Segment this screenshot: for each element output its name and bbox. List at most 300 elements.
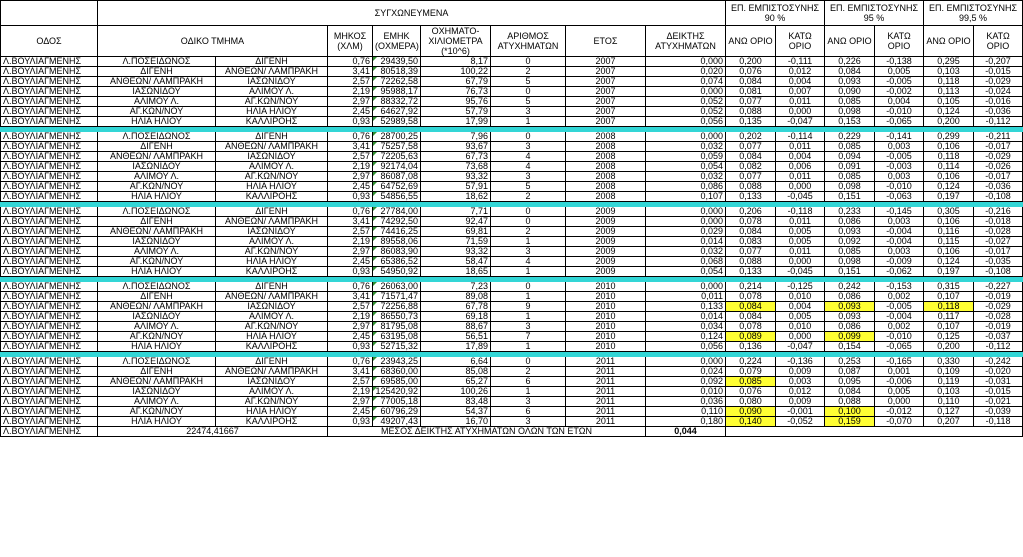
cell-year[interactable]: 2010 — [566, 282, 646, 292]
cell-road[interactable]: Λ.ΒΟΥΛΙΑΓΜΕΝΗΣ — [1, 367, 98, 377]
cell-segment-from[interactable]: ΑΝΘΕΩΝ/ ΛΑΜΠΡΑΚΗ — [98, 302, 216, 312]
cell-ci90-lower[interactable]: 0,011 — [776, 247, 825, 257]
cell-rate[interactable]: 0,054 — [646, 162, 726, 172]
cell-year[interactable]: 2010 — [566, 312, 646, 322]
cell-ci995-lower[interactable]: -0,112 — [974, 342, 1023, 352]
cell-year[interactable]: 2010 — [566, 292, 646, 302]
cell-year[interactable]: 2009 — [566, 237, 646, 247]
cell-ci995-lower[interactable]: -0,017 — [974, 172, 1023, 182]
cell-segment-to[interactable]: ΑΛΙΜΟΥ Λ. — [216, 87, 328, 97]
cell-accidents[interactable]: 3 — [491, 417, 566, 427]
cell-ci995-upper[interactable]: 0,125 — [924, 332, 974, 342]
cell-length[interactable]: 2,45 — [328, 407, 373, 417]
cell-ci95-upper[interactable]: 0,086 — [825, 292, 875, 302]
cell-rate[interactable]: 0,020 — [646, 67, 726, 77]
cell-ci95-upper[interactable]: 0,085 — [825, 97, 875, 107]
cell-accidents[interactable]: 1 — [491, 267, 566, 277]
cell-ci95-upper[interactable]: 0,085 — [825, 247, 875, 257]
cell-ci95-upper[interactable]: 0,098 — [825, 182, 875, 192]
cell-ci95-lower[interactable]: -0,002 — [875, 87, 924, 97]
cell-aadt[interactable]: 64752,69 — [373, 182, 421, 192]
cell-year[interactable]: 2009 — [566, 217, 646, 227]
cell-segment-from[interactable]: ΔΙΓΕΝΗ — [98, 217, 216, 227]
cell-segment-from[interactable]: ΑΛΙΜΟΥ Λ. — [98, 97, 216, 107]
cell-veh-km[interactable]: 17,89 — [421, 342, 491, 352]
cell-segment-to[interactable]: ΚΑΛΛΙΡΟΗΣ — [216, 192, 328, 202]
cell-ci995-lower[interactable]: -0,027 — [974, 237, 1023, 247]
cell-ci90-lower[interactable]: 0,006 — [776, 162, 825, 172]
cell-ci95-lower[interactable]: -0,009 — [875, 257, 924, 267]
cell-ci95-lower[interactable]: -0,005 — [875, 77, 924, 87]
cell-ci95-upper[interactable]: 0,099 — [825, 332, 875, 342]
cell-ci95-upper[interactable]: 0,094 — [825, 152, 875, 162]
cell-length[interactable]: 2,97 — [328, 397, 373, 407]
cell-road[interactable]: Λ.ΒΟΥΛΙΑΓΜΕΝΗΣ — [1, 237, 98, 247]
cell-ci90-lower[interactable]: -0,001 — [776, 407, 825, 417]
cell-year[interactable]: 2011 — [566, 377, 646, 387]
cell-segment-from[interactable]: Λ.ΠΟΣΕΙΔΩΝΟΣ — [98, 207, 216, 217]
cell-segment-to[interactable]: ΑΓ.ΚΩΝ/ΝΟΥ — [216, 172, 328, 182]
cell-segment-to[interactable]: ΔΙΓΕΝΗ — [216, 207, 328, 217]
cell-length[interactable]: 0,93 — [328, 192, 373, 202]
cell-segment-from[interactable]: ΑΓ.ΚΩΝ/ΝΟΥ — [98, 107, 216, 117]
cell-ci995-upper[interactable]: 0,103 — [924, 67, 974, 77]
cell-aadt[interactable]: 27784,00 — [373, 207, 421, 217]
cell-ci995-lower[interactable]: -0,036 — [974, 107, 1023, 117]
cell-ci95-upper[interactable]: 0,092 — [825, 237, 875, 247]
cell-ci995-lower[interactable]: -0,024 — [974, 87, 1023, 97]
cell-ci995-lower[interactable]: -0,039 — [974, 407, 1023, 417]
cell-ci995-upper[interactable]: 0,106 — [924, 142, 974, 152]
cell-veh-km[interactable]: 69,81 — [421, 227, 491, 237]
cell-length[interactable]: 3,41 — [328, 367, 373, 377]
cell-segment-to[interactable]: ΔΙΓΕΝΗ — [216, 132, 328, 142]
cell-ci95-lower[interactable]: -0,005 — [875, 152, 924, 162]
cell-ci90-upper[interactable]: 0,136 — [726, 342, 776, 352]
cell-aadt[interactable]: 60796,29 — [373, 407, 421, 417]
cell-segment-to[interactable]: ΑΝΘΕΩΝ/ ΛΑΜΠΡΑΚΗ — [216, 292, 328, 302]
cell-length[interactable]: 0,76 — [328, 207, 373, 217]
cell-rate[interactable]: 0,000 — [646, 357, 726, 367]
cell-road[interactable]: Λ.ΒΟΥΛΙΑΓΜΕΝΗΣ — [1, 192, 98, 202]
cell-length[interactable]: 2,45 — [328, 257, 373, 267]
cell-ci995-upper[interactable]: 0,113 — [924, 87, 974, 97]
cell-ci90-upper[interactable]: 0,135 — [726, 117, 776, 127]
cell-ci90-lower[interactable]: 0,000 — [776, 332, 825, 342]
cell-ci90-lower[interactable]: 0,004 — [776, 77, 825, 87]
cell-aadt[interactable]: 80518,39 — [373, 67, 421, 77]
cell-segment-to[interactable]: ΙΑΣΩΝΙΔΟΥ — [216, 77, 328, 87]
cell-aadt[interactable]: 63195,08 — [373, 332, 421, 342]
cell-ci95-lower[interactable]: -0,165 — [875, 357, 924, 367]
cell-segment-to[interactable]: ΑΛΙΜΟΥ Λ. — [216, 237, 328, 247]
cell-rate[interactable]: 0,000 — [646, 282, 726, 292]
cell-ci90-upper[interactable]: 0,214 — [726, 282, 776, 292]
cell-aadt[interactable]: 74416,25 — [373, 227, 421, 237]
cell-ci90-lower[interactable]: 0,012 — [776, 67, 825, 77]
cell-veh-km[interactable]: 93,32 — [421, 172, 491, 182]
cell-road[interactable]: Λ.ΒΟΥΛΙΑΓΜΕΝΗΣ — [1, 162, 98, 172]
cell-veh-km[interactable]: 8,17 — [421, 57, 491, 67]
cell-ci95-upper[interactable]: 0,253 — [825, 357, 875, 367]
cell-segment-from[interactable]: ΗΛΙΑ ΗΛΙΟΥ — [98, 417, 216, 427]
cell-accidents[interactable]: 1 — [491, 292, 566, 302]
cell-segment-from[interactable]: ΗΛΙΑ ΗΛΙΟΥ — [98, 192, 216, 202]
cell-ci90-lower[interactable]: 0,010 — [776, 292, 825, 302]
cell-aadt[interactable]: 77005,18 — [373, 397, 421, 407]
cell-segment-from[interactable]: ΗΛΙΑ ΗΛΙΟΥ — [98, 267, 216, 277]
cell-ci90-lower[interactable]: 0,009 — [776, 367, 825, 377]
cell-ci90-lower[interactable]: -0,045 — [776, 267, 825, 277]
cell-ci90-lower[interactable]: 0,003 — [776, 377, 825, 387]
cell-rate[interactable]: 0,110 — [646, 407, 726, 417]
cell-ci995-upper[interactable]: 0,110 — [924, 397, 974, 407]
cell-segment-from[interactable]: ΑΛΙΜΟΥ Λ. — [98, 172, 216, 182]
cell-ci90-lower[interactable]: -0,052 — [776, 417, 825, 427]
cell-year[interactable]: 2008 — [566, 152, 646, 162]
cell-ci995-upper[interactable]: 0,124 — [924, 182, 974, 192]
cell-accidents[interactable]: 0 — [491, 57, 566, 67]
cell-aadt[interactable]: 86087,08 — [373, 172, 421, 182]
cell-year[interactable]: 2011 — [566, 357, 646, 367]
cell-ci995-lower[interactable]: -0,028 — [974, 312, 1023, 322]
cell-veh-km[interactable]: 93,32 — [421, 247, 491, 257]
cell-ci995-lower[interactable]: -0,017 — [974, 247, 1023, 257]
cell-segment-to[interactable]: ΚΑΛΛΙΡΟΗΣ — [216, 117, 328, 127]
cell-length[interactable]: 2,19 — [328, 387, 373, 397]
cell-ci995-lower[interactable]: -0,015 — [974, 67, 1023, 77]
cell-road[interactable]: Λ.ΒΟΥΛΙΑΓΜΕΝΗΣ — [1, 77, 98, 87]
cell-aadt[interactable]: 26063,00 — [373, 282, 421, 292]
cell-ci95-lower[interactable]: -0,003 — [875, 162, 924, 172]
cell-ci90-upper[interactable]: 0,133 — [726, 192, 776, 202]
cell-ci995-upper[interactable]: 0,107 — [924, 322, 974, 332]
cell-ci90-lower[interactable]: 0,009 — [776, 397, 825, 407]
cell-length[interactable]: 3,41 — [328, 217, 373, 227]
cell-rate[interactable]: 0,056 — [646, 342, 726, 352]
cell-ci995-lower[interactable]: -0,227 — [974, 282, 1023, 292]
cell-ci995-upper[interactable]: 0,127 — [924, 407, 974, 417]
cell-ci90-lower[interactable]: 0,012 — [776, 387, 825, 397]
cell-segment-from[interactable]: ΑΓ.ΚΩΝ/ΝΟΥ — [98, 182, 216, 192]
cell-segment-to[interactable]: ΗΛΙΑ ΗΛΙΟΥ — [216, 332, 328, 342]
cell-aadt[interactable]: 29439,50 — [373, 57, 421, 67]
cell-aadt[interactable]: 71571,47 — [373, 292, 421, 302]
cell-year[interactable]: 2008 — [566, 182, 646, 192]
cell-segment-from[interactable]: ΔΙΓΕΝΗ — [98, 367, 216, 377]
cell-length[interactable]: 3,41 — [328, 292, 373, 302]
cell-road[interactable]: Λ.ΒΟΥΛΙΑΓΜΕΝΗΣ — [1, 282, 98, 292]
cell-ci995-upper[interactable]: 0,118 — [924, 302, 974, 312]
cell-ci995-upper[interactable]: 0,295 — [924, 57, 974, 67]
cell-accidents[interactable]: 4 — [491, 152, 566, 162]
cell-accidents[interactable]: 0 — [491, 132, 566, 142]
cell-veh-km[interactable]: 88,67 — [421, 322, 491, 332]
cell-ci995-upper[interactable]: 0,197 — [924, 267, 974, 277]
cell-aadt[interactable]: 88332,72 — [373, 97, 421, 107]
cell-segment-from[interactable]: ΗΛΙΑ ΗΛΙΟΥ — [98, 342, 216, 352]
cell-segment-from[interactable]: ΑΓ.ΚΩΝ/ΝΟΥ — [98, 257, 216, 267]
cell-rate[interactable]: 0,059 — [646, 152, 726, 162]
cell-length[interactable]: 0,93 — [328, 117, 373, 127]
cell-ci95-lower[interactable]: 0,002 — [875, 292, 924, 302]
cell-rate[interactable]: 0,034 — [646, 322, 726, 332]
cell-length[interactable]: 2,45 — [328, 107, 373, 117]
cell-accidents[interactable]: 1 — [491, 117, 566, 127]
cell-ci995-upper[interactable]: 0,106 — [924, 172, 974, 182]
cell-road[interactable]: Λ.ΒΟΥΛΙΑΓΜΕΝΗΣ — [1, 57, 98, 67]
cell-year[interactable]: 2008 — [566, 132, 646, 142]
cell-ci95-upper[interactable]: 0,093 — [825, 227, 875, 237]
cell-segment-to[interactable]: ΑΓ.ΚΩΝ/ΝΟΥ — [216, 247, 328, 257]
cell-year[interactable]: 2010 — [566, 322, 646, 332]
cell-road[interactable]: Λ.ΒΟΥΛΙΑΓΜΕΝΗΣ — [1, 357, 98, 367]
cell-veh-km[interactable]: 18,62 — [421, 192, 491, 202]
cell-year[interactable]: 2007 — [566, 107, 646, 117]
cell-road[interactable]: Λ.ΒΟΥΛΙΑΓΜΕΝΗΣ — [1, 322, 98, 332]
cell-segment-to[interactable]: ΑΝΘΕΩΝ/ ΛΑΜΠΡΑΚΗ — [216, 142, 328, 152]
cell-ci95-upper[interactable]: 0,088 — [825, 397, 875, 407]
cell-rate[interactable]: 0,000 — [646, 132, 726, 142]
cell-year[interactable]: 2009 — [566, 257, 646, 267]
cell-accidents[interactable]: 3 — [491, 142, 566, 152]
cell-ci95-lower[interactable]: -0,010 — [875, 332, 924, 342]
cell-accidents[interactable]: 3 — [491, 107, 566, 117]
cell-road[interactable]: Λ.ΒΟΥΛΙΑΓΜΕΝΗΣ — [1, 312, 98, 322]
cell-veh-km[interactable]: 100,26 — [421, 387, 491, 397]
cell-rate[interactable]: 0,000 — [646, 217, 726, 227]
cell-length[interactable]: 2,57 — [328, 377, 373, 387]
cell-ci995-lower[interactable]: -0,036 — [974, 182, 1023, 192]
cell-ci95-lower[interactable]: 0,005 — [875, 67, 924, 77]
cell-ci90-upper[interactable]: 0,088 — [726, 182, 776, 192]
cell-ci995-lower[interactable]: -0,017 — [974, 142, 1023, 152]
cell-segment-to[interactable]: ΙΑΣΩΝΙΔΟΥ — [216, 302, 328, 312]
cell-rate[interactable]: 0,024 — [646, 367, 726, 377]
cell-veh-km[interactable]: 69,18 — [421, 312, 491, 322]
cell-segment-from[interactable]: ΑΛΙΜΟΥ Λ. — [98, 247, 216, 257]
cell-aadt[interactable]: 86083,90 — [373, 247, 421, 257]
cell-ci95-upper[interactable]: 0,100 — [825, 407, 875, 417]
cell-accidents[interactable]: 1 — [491, 312, 566, 322]
cell-accidents[interactable]: 2 — [491, 367, 566, 377]
cell-ci995-upper[interactable]: 0,107 — [924, 292, 974, 302]
cell-aadt[interactable]: 81795,08 — [373, 322, 421, 332]
cell-aadt[interactable]: 54950,92 — [373, 267, 421, 277]
cell-aadt[interactable]: 69585,00 — [373, 377, 421, 387]
cell-ci95-upper[interactable]: 0,093 — [825, 77, 875, 87]
cell-veh-km[interactable]: 57,91 — [421, 182, 491, 192]
cell-veh-km[interactable]: 6,64 — [421, 357, 491, 367]
cell-ci90-lower[interactable]: 0,005 — [776, 237, 825, 247]
cell-ci95-lower[interactable]: 0,003 — [875, 247, 924, 257]
cell-ci95-upper[interactable]: 0,154 — [825, 342, 875, 352]
cell-rate[interactable]: 0,032 — [646, 142, 726, 152]
cell-road[interactable]: Λ.ΒΟΥΛΙΑΓΜΕΝΗΣ — [1, 227, 98, 237]
cell-ci90-upper[interactable]: 0,078 — [726, 217, 776, 227]
cell-rate[interactable]: 0,036 — [646, 397, 726, 407]
cell-ci90-lower[interactable]: 0,010 — [776, 322, 825, 332]
cell-ci95-lower[interactable]: -0,141 — [875, 132, 924, 142]
cell-road[interactable]: Λ.ΒΟΥΛΙΑΓΜΕΝΗΣ — [1, 142, 98, 152]
cell-road[interactable]: Λ.ΒΟΥΛΙΑΓΜΕΝΗΣ — [1, 97, 98, 107]
cell-ci995-upper[interactable]: 0,106 — [924, 247, 974, 257]
cell-ci995-upper[interactable]: 0,305 — [924, 207, 974, 217]
cell-ci995-upper[interactable]: 0,124 — [924, 257, 974, 267]
cell-accidents[interactable]: 6 — [491, 407, 566, 417]
cell-ci995-lower[interactable]: -0,112 — [974, 117, 1023, 127]
cell-rate[interactable]: 0,000 — [646, 87, 726, 97]
cell-year[interactable]: 2007 — [566, 77, 646, 87]
cell-veh-km[interactable]: 92,47 — [421, 217, 491, 227]
cell-ci995-lower[interactable]: -0,029 — [974, 302, 1023, 312]
cell-length[interactable]: 2,19 — [328, 162, 373, 172]
cell-ci95-lower[interactable]: -0,153 — [875, 282, 924, 292]
cell-road[interactable]: Λ.ΒΟΥΛΙΑΓΜΕΝΗΣ — [1, 182, 98, 192]
cell-segment-to[interactable]: ΔΙΓΕΝΗ — [216, 282, 328, 292]
cell-ci95-lower[interactable]: -0,063 — [875, 192, 924, 202]
cell-ci90-upper[interactable]: 0,077 — [726, 247, 776, 257]
cell-segment-from[interactable]: ΑΝΘΕΩΝ/ ΛΑΜΠΡΑΚΗ — [98, 377, 216, 387]
cell-road[interactable]: Λ.ΒΟΥΛΙΑΓΜΕΝΗΣ — [1, 172, 98, 182]
cell-ci95-lower[interactable]: 0,001 — [875, 367, 924, 377]
cell-year[interactable]: 2008 — [566, 172, 646, 182]
cell-ci995-lower[interactable]: -0,015 — [974, 387, 1023, 397]
cell-year[interactable]: 2007 — [566, 117, 646, 127]
cell-road[interactable]: Λ.ΒΟΥΛΙΑΓΜΕΝΗΣ — [1, 407, 98, 417]
cell-veh-km[interactable]: 67,73 — [421, 152, 491, 162]
cell-aadt[interactable]: 23943,25 — [373, 357, 421, 367]
cell-rate[interactable]: 0,052 — [646, 97, 726, 107]
cell-accidents[interactable]: 0 — [491, 87, 566, 97]
cell-ci90-upper[interactable]: 0,224 — [726, 357, 776, 367]
cell-ci90-lower[interactable]: 0,007 — [776, 87, 825, 97]
cell-accidents[interactable]: 6 — [491, 377, 566, 387]
cell-aadt[interactable]: 28700,25 — [373, 132, 421, 142]
cell-segment-to[interactable]: ΑΝΘΕΩΝ/ ΛΑΜΠΡΑΚΗ — [216, 67, 328, 77]
cell-ci995-upper[interactable]: 0,116 — [924, 227, 974, 237]
cell-ci90-upper[interactable]: 0,088 — [726, 107, 776, 117]
cell-accidents[interactable]: 9 — [491, 302, 566, 312]
cell-ci95-upper[interactable]: 0,093 — [825, 302, 875, 312]
cell-aadt[interactable]: 86550,73 — [373, 312, 421, 322]
cell-ci90-upper[interactable]: 0,202 — [726, 132, 776, 142]
cell-road[interactable]: Λ.ΒΟΥΛΙΑΓΜΕΝΗΣ — [1, 302, 98, 312]
cell-accidents[interactable]: 3 — [491, 172, 566, 182]
cell-segment-from[interactable]: Λ.ΠΟΣΕΙΔΩΝΟΣ — [98, 357, 216, 367]
cell-segment-to[interactable]: ΑΛΙΜΟΥ Λ. — [216, 312, 328, 322]
cell-length[interactable]: 0,76 — [328, 357, 373, 367]
cell-year[interactable]: 2010 — [566, 332, 646, 342]
cell-road[interactable]: Λ.ΒΟΥΛΙΑΓΜΕΝΗΣ — [1, 332, 98, 342]
cell-ci995-upper[interactable]: 0,330 — [924, 357, 974, 367]
cell-rate[interactable]: 0,014 — [646, 312, 726, 322]
cell-ci90-lower[interactable]: 0,000 — [776, 257, 825, 267]
cell-year[interactable]: 2007 — [566, 57, 646, 67]
cell-ci90-upper[interactable]: 0,090 — [726, 407, 776, 417]
cell-ci90-upper[interactable]: 0,206 — [726, 207, 776, 217]
cell-rate[interactable]: 0,107 — [646, 192, 726, 202]
cell-veh-km[interactable]: 7,96 — [421, 132, 491, 142]
cell-ci90-lower[interactable]: -0,118 — [776, 207, 825, 217]
cell-ci95-upper[interactable]: 0,098 — [825, 107, 875, 117]
cell-ci995-lower[interactable]: -0,108 — [974, 267, 1023, 277]
cell-segment-to[interactable]: ΗΛΙΑ ΗΛΙΟΥ — [216, 107, 328, 117]
cell-ci995-upper[interactable]: 0,109 — [924, 367, 974, 377]
cell-segment-from[interactable]: ΑΛΙΜΟΥ Λ. — [98, 322, 216, 332]
cell-ci90-lower[interactable]: -0,125 — [776, 282, 825, 292]
cell-segment-from[interactable]: ΙΑΣΩΝΙΔΟΥ — [98, 162, 216, 172]
cell-ci95-upper[interactable]: 0,086 — [825, 322, 875, 332]
cell-road[interactable]: Λ.ΒΟΥΛΙΑΓΜΕΝΗΣ — [1, 207, 98, 217]
cell-ci90-lower[interactable]: 0,011 — [776, 217, 825, 227]
cell-ci95-upper[interactable]: 0,226 — [825, 57, 875, 67]
cell-length[interactable]: 2,57 — [328, 302, 373, 312]
cell-accidents[interactable]: 2 — [491, 67, 566, 77]
cell-year[interactable]: 2007 — [566, 97, 646, 107]
cell-ci995-upper[interactable]: 0,103 — [924, 387, 974, 397]
cell-veh-km[interactable]: 58,47 — [421, 257, 491, 267]
cell-segment-to[interactable]: ΙΑΣΩΝΙΔΟΥ — [216, 227, 328, 237]
cell-segment-to[interactable]: ΑΓ.ΚΩΝ/ΝΟΥ — [216, 397, 328, 407]
cell-ci90-upper[interactable]: 0,085 — [726, 377, 776, 387]
cell-ci995-upper[interactable]: 0,207 — [924, 417, 974, 427]
cell-ci995-lower[interactable]: -0,031 — [974, 377, 1023, 387]
cell-ci95-lower[interactable]: -0,010 — [875, 107, 924, 117]
cell-veh-km[interactable]: 83,48 — [421, 397, 491, 407]
cell-veh-km[interactable]: 95,76 — [421, 97, 491, 107]
cell-segment-from[interactable]: Λ.ΠΟΣΕΙΔΩΝΟΣ — [98, 132, 216, 142]
cell-ci95-lower[interactable]: -0,145 — [875, 207, 924, 217]
cell-ci995-upper[interactable]: 0,118 — [924, 77, 974, 87]
cell-segment-from[interactable]: ΑΛΙΜΟΥ Λ. — [98, 397, 216, 407]
cell-accidents[interactable]: 4 — [491, 257, 566, 267]
cell-aadt[interactable]: 125420,92 — [373, 387, 421, 397]
cell-ci95-upper[interactable]: 0,090 — [825, 87, 875, 97]
cell-segment-to[interactable]: ΑΝΘΕΩΝ/ ΛΑΜΠΡΑΚΗ — [216, 217, 328, 227]
cell-segment-to[interactable]: ΔΙΓΕΝΗ — [216, 357, 328, 367]
cell-veh-km[interactable]: 16,70 — [421, 417, 491, 427]
cell-ci90-lower[interactable]: -0,114 — [776, 132, 825, 142]
cell-segment-from[interactable]: ΑΝΘΕΩΝ/ ΛΑΜΠΡΑΚΗ — [98, 227, 216, 237]
cell-ci95-upper[interactable]: 0,242 — [825, 282, 875, 292]
cell-road[interactable]: Λ.ΒΟΥΛΙΑΓΜΕΝΗΣ — [1, 107, 98, 117]
cell-ci995-lower[interactable]: -0,211 — [974, 132, 1023, 142]
cell-ci995-lower[interactable]: -0,118 — [974, 417, 1023, 427]
cell-year[interactable]: 2009 — [566, 247, 646, 257]
cell-ci95-upper[interactable]: 0,151 — [825, 192, 875, 202]
cell-segment-from[interactable]: Λ.ΠΟΣΕΙΔΩΝΟΣ — [98, 282, 216, 292]
cell-segment-from[interactable]: ΙΑΣΩΝΙΔΟΥ — [98, 87, 216, 97]
cell-ci995-upper[interactable]: 0,315 — [924, 282, 974, 292]
cell-ci90-upper[interactable]: 0,084 — [726, 302, 776, 312]
cell-segment-to[interactable]: ΚΑΛΛΙΡΟΗΣ — [216, 342, 328, 352]
cell-ci90-lower[interactable]: 0,000 — [776, 107, 825, 117]
cell-ci95-lower[interactable]: 0,004 — [875, 97, 924, 107]
cell-road[interactable]: Λ.ΒΟΥΛΙΑΓΜΕΝΗΣ — [1, 342, 98, 352]
cell-ci95-lower[interactable]: -0,065 — [875, 342, 924, 352]
cell-aadt[interactable]: 64627,92 — [373, 107, 421, 117]
cell-segment-to[interactable]: ΗΛΙΑ ΗΛΙΟΥ — [216, 257, 328, 267]
cell-ci995-lower[interactable]: -0,029 — [974, 152, 1023, 162]
cell-rate[interactable]: 0,011 — [646, 292, 726, 302]
cell-accidents[interactable]: 3 — [491, 397, 566, 407]
cell-ci95-lower[interactable]: -0,070 — [875, 417, 924, 427]
cell-veh-km[interactable]: 17,99 — [421, 117, 491, 127]
cell-ci995-lower[interactable]: -0,037 — [974, 332, 1023, 342]
cell-ci95-upper[interactable]: 0,084 — [825, 67, 875, 77]
cell-rate[interactable]: 0,000 — [646, 207, 726, 217]
